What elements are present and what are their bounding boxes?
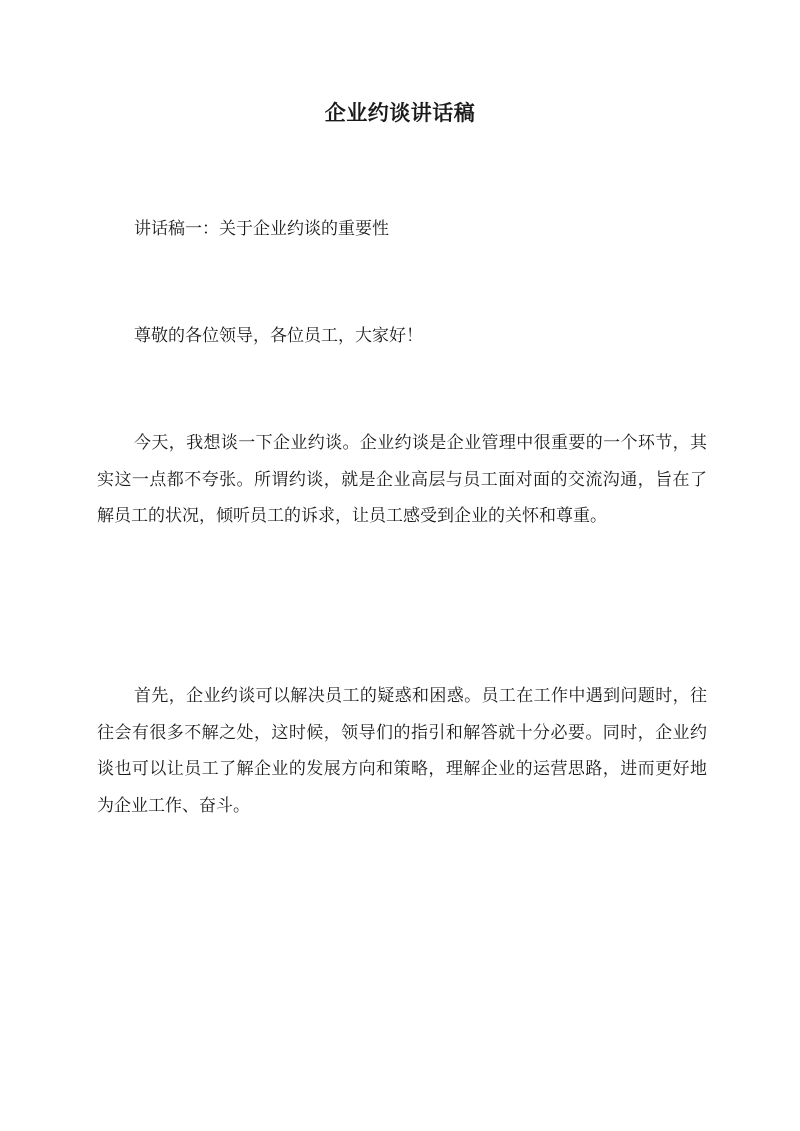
speech-subtitle: 讲话稿一：关于企业约谈的重要性 <box>134 219 389 239</box>
document-title: 企业约谈讲话稿 <box>324 100 476 125</box>
greeting-paragraph: 尊敬的各位领导，各位员工，大家好！ <box>134 326 423 346</box>
first-point-paragraph: 首先，企业约谈可以解决员工的疑惑和困惑。员工在工作中遇到问题时，往往会有很多不解之处，这时候，领导们的指引和解答就十分必要。同时，企业约谈也可以让员工了解企业的发展方向和策略，理解企业的运营思路，进而更好地为企业工作、奋斗。 <box>97 686 707 816</box>
intro-paragraph: 今天，我想谈一下企业约谈。企业约谈是企业管理中很重要的一个环节，其实这一点都不夸张。所谓约谈，就是企业高层与员工面对面的交流沟通，旨在了解员工的状况，倾听员工的诉求，让员工感受到企业的关怀和尊重。 <box>97 433 707 526</box>
